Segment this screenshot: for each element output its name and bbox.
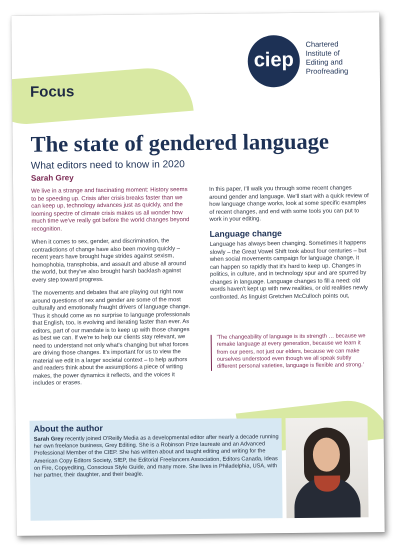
about-author-box (30, 418, 283, 521)
intro-paragraph: In this paper, I'll walk you through some recent changes around gender and language. We'll start with a quick review of how language change works, look at some specific examples of recent changes, and end with some tools you can put to work in your editing. (209, 185, 369, 223)
body-paragraph: The movements and debates that are playing out right now around questions of sex and gender are some of the most culturally and emotionally fraught drivers of language change. Thus it should come as no surprise to language professionals that English, too, is evolving and iterating faster than ever. As editors, part of our mandate is to keep up with those changes as best we can. If we're to help our clients stay relevant, we need to understand not only what's changing but what forces are driving those changes. It's important for us to view the material we edit in a larger societal context – to help authors and readers think about the assumptions a piece of writing makes, the power dynamics it reflects, and the voices it includes or erases. (32, 289, 191, 387)
body-paragraph: When it comes to sex, gender, and discrimination, the contradictions of change have also been moving quickly – recent years have brought huge strides against sexism, homophobia, transphobia, and assault and abuse all around the world, but they've also brought harsh backlash against every step toward progress. (31, 238, 186, 284)
author-photo (286, 417, 369, 518)
org-name-line: Institute of (305, 48, 340, 58)
article-author: Sarah Grey (30, 173, 74, 183)
right-column (209, 185, 370, 308)
section-heading: Language change (209, 227, 282, 239)
about-bio: recently joined O'Reilly Media as a developmental editor after nearly a decade running her own freelance business, Grey Editing. She is a Robinson Prize laureate and an Advanced Professional Member of the CIEP. She has written about and taught editing and writing for the American Copy Editors Society, SfEP, the Editorial Freelancers Association, Editors Canada, Ideas on Fire, Copyediting, Conscious Style Guide, and many more. She lives in Philadelphia, USA, with her partner, their daughter, and their beagle. (33, 434, 279, 479)
about-author-name: Sarah Grey (33, 436, 64, 443)
about-body (34, 434, 280, 480)
document-page (11, 12, 384, 536)
about-heading: About the author (33, 423, 103, 434)
org-name (306, 39, 378, 76)
logo-mark: ciep (248, 35, 301, 88)
org-name-line: Editing and (305, 57, 343, 67)
section-label: Focus (29, 83, 75, 101)
pull-quote: 'The changeability of language is its strength … because we remake language at every generation, because we learn it from our peers, not just our elders, because we can make ourselves understood even though we all speak subtly different personal varieties, language is flexible and strong.' (211, 333, 367, 371)
article-subtitle: What editors need to know in 2020 (30, 159, 185, 172)
photo-face (313, 438, 340, 472)
org-name-line: Chartered (305, 39, 339, 49)
ciep-logo (248, 35, 301, 88)
org-name-line: Proofreading (305, 66, 349, 76)
body-paragraph: Language has always been changing. Sometimes it happens slowly – the Great Vowel Shift took about four centuries – but when social movements campaign for language change, it can happen so rapidly that it's hard to keep up. Changes in politics, in culture, and in technology spur and are spurred by changes in language. Language changes to fill a need: old words haven't kept up with new realities, or old realities newly confronted. As linguist Gretchen McCulloch points out, (209, 240, 368, 301)
article-title: The state of gendered language (30, 128, 330, 157)
lead-paragraph: We live in a strange and fascinating moment: History seems to be speeding up. Crisis after crisis breaks faster than we can keep up, technology advances just as quickly, and the looming spectre of climate crisis makes us all wonder how much time we've really got before the world changes beyond recognition. (31, 187, 190, 233)
left-column (31, 187, 195, 394)
